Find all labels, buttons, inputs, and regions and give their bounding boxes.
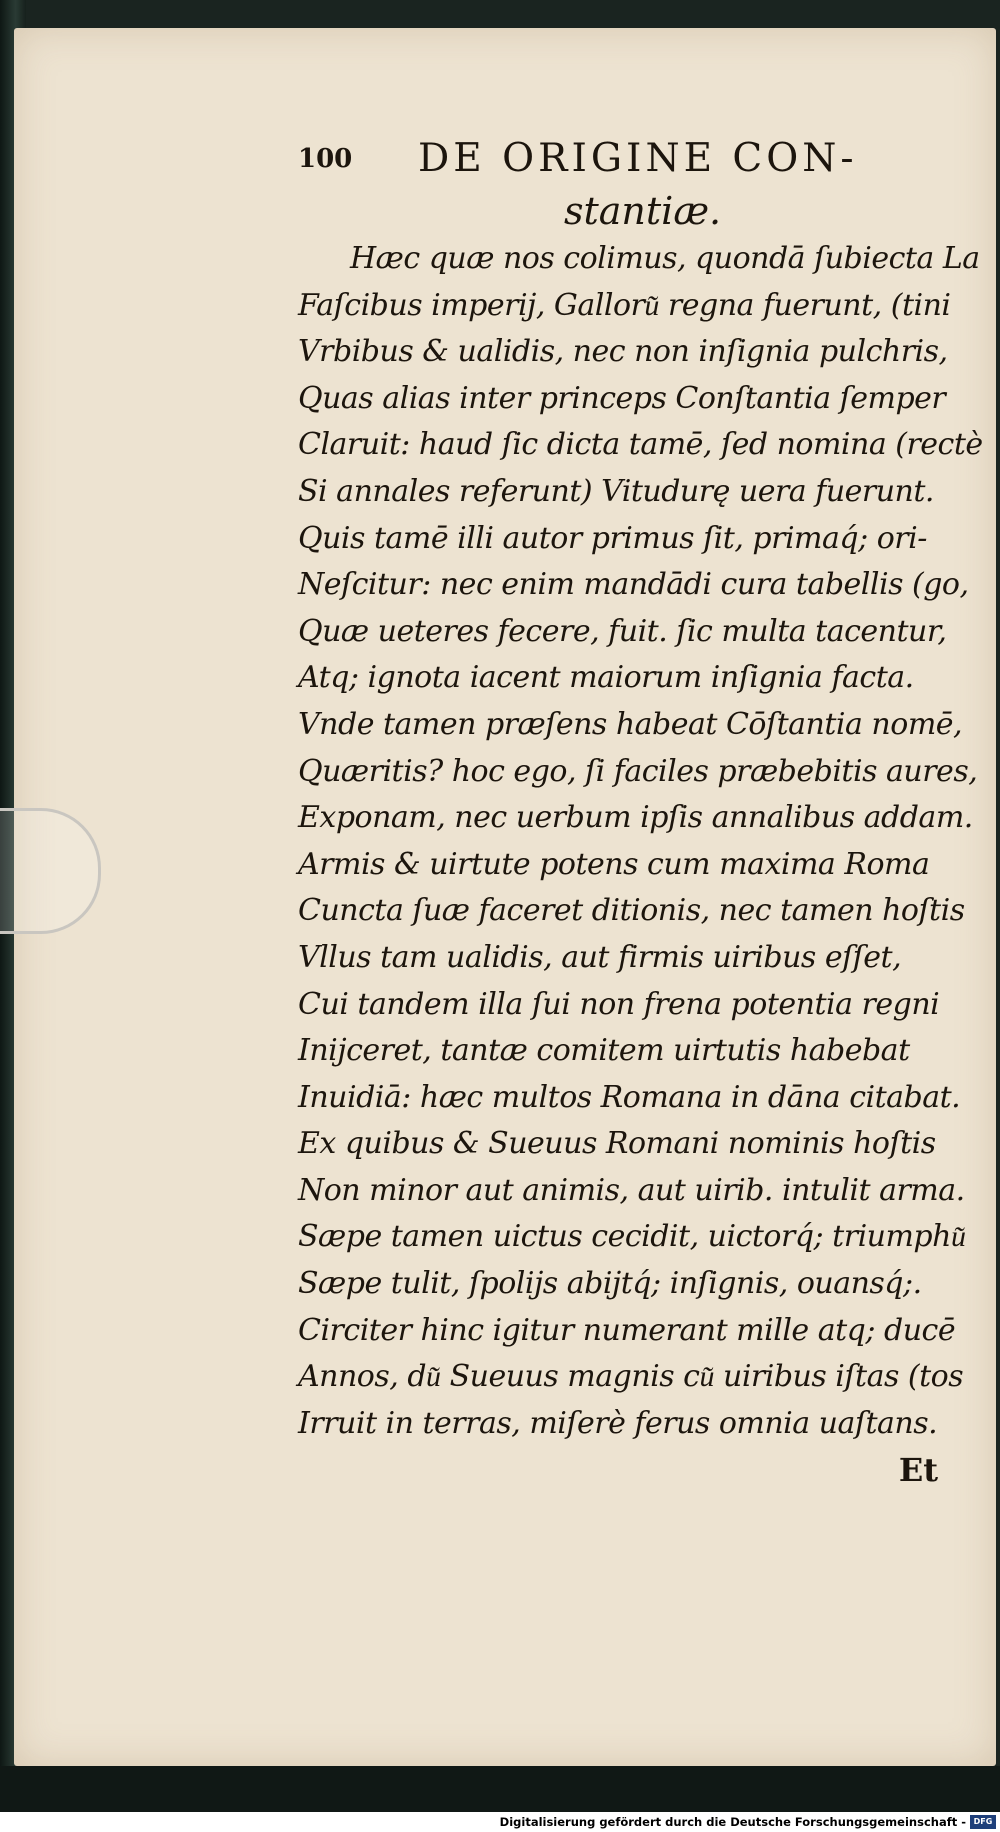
catchword: Et	[898, 1451, 938, 1490]
page-text-block	[298, 134, 983, 1493]
verse-line: Circiter hinc igitur numerant mille atq; ducē	[298, 1312, 956, 1348]
verse-line: Neſcitur: nec enim mandādi cura tabellis (go,	[298, 567, 969, 603]
verse-list	[298, 236, 983, 1447]
verse-line: Claruit: haud ſic dicta tamē, ſed nomina (rectè	[298, 427, 983, 463]
verse-line: Exponam, nec uerbum ipſis annalibus addam.	[298, 800, 973, 836]
verse-line: Si annales referunt) Vitudurę uera fuerunt.	[298, 473, 934, 509]
verse-line: Annos, du͂ Sueuus magnis cu͂ uiribus iſtas (tos	[298, 1359, 964, 1395]
page-number: 100	[298, 144, 353, 174]
verse-line: Vllus tam ualidis, aut firmis uiribus eſſet,	[298, 939, 902, 975]
footer-bar	[0, 1812, 1000, 1832]
verse-line: Cui tandem illa ſui non frena potentia regni	[298, 986, 940, 1022]
verse-line: Sæpe tamen uictus cecidit, uictorq́; triumphu͂	[298, 1219, 966, 1255]
verse-line: Inijceret, tantæ comitem uirtutis habebat	[298, 1033, 910, 1069]
verse-line: Quis tamē illi autor primus ſit, primaq́; ori-	[298, 520, 927, 556]
verse-line: Hæc quæ nos colimus, quondā ſubiecta La	[350, 241, 980, 276]
verse-line: Quæ ueteres fecere, fuit. ſic multa tacentur,	[298, 613, 947, 649]
verse-line: Non minor aut animis, aut uirib. intulit arma.	[298, 1172, 965, 1208]
verse-line: Quæritis? hoc ego, ſi faciles præbebitis aures,	[298, 753, 978, 789]
verse-line: Quas alias inter princeps Conſtantia ſemper	[298, 380, 946, 416]
verse-line: Sæpe tulit, ſpolijs abijtq́; inſignis, ouansq́;.	[298, 1266, 922, 1302]
verse-line: Atq; ignota iacent maiorum inſignia facta.	[298, 660, 914, 696]
verse-line: Faſcibus imperij, Galloru͂ regna fuerunt, (tini	[298, 287, 951, 323]
verse-line: Vrbibus & ualidis, nec non inſignia pulchris,	[298, 334, 948, 370]
verse-line: Inuidiā: hæc multos Romana in dāna citabat.	[298, 1079, 961, 1115]
verse-line: Armis & uirtute potens cum maxima Roma	[298, 846, 930, 882]
verse-line: Ex quibus & Sueuus Romani nominis hoſtis	[298, 1126, 936, 1162]
verse-line: Vnde tamen præſens habeat Cōſtantia nomē,	[298, 706, 963, 742]
running-head-continuation: stantiæ.	[564, 189, 722, 233]
verse-line: Cuncta ſuæ faceret ditionis, nec tamen hoſtis	[298, 893, 965, 929]
running-head-title: DE ORIGINE CON-	[418, 136, 858, 181]
running-head	[298, 134, 978, 182]
funding-notice: Digitalisierung gefördert durch die Deutsche Forschungsgemeinschaft -	[499, 1815, 966, 1829]
dfg-logo-icon: DFG	[970, 1815, 996, 1829]
verse-line: Irruit in terras, miſerè ferus omnia uaſtans.	[298, 1405, 938, 1441]
book-bottom-edge	[0, 1766, 1000, 1812]
